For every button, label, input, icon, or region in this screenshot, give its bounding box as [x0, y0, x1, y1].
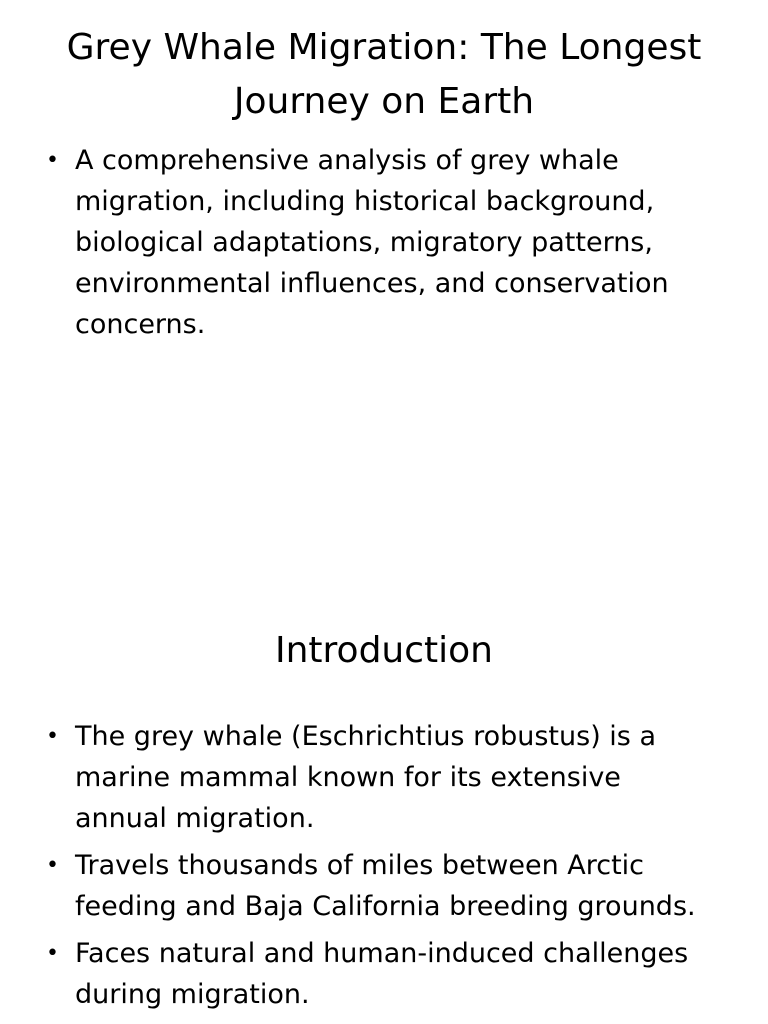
bullet-item — [40, 716, 720, 839]
bullet-text: The grey whale (Eschrichtius robustus) is a marine mammal known for its extensive annual migration. — [75, 721, 657, 834]
bullet-icon: • — [46, 148, 59, 173]
bullet-text: A comprehensive analysis of grey whale migration, including historical background, biological adaptations, migratory patterns, environmental influences, and conservation concerns. — [75, 145, 669, 340]
bullet-icon: • — [46, 724, 59, 749]
bullet-text: Faces natural and human-induced challenges during migration. — [75, 938, 689, 1010]
bullet-item — [40, 845, 720, 927]
slide-1-bullet-list — [40, 140, 720, 351]
bullet-item — [40, 140, 720, 345]
slide-2-bullet-list — [40, 716, 720, 1021]
slide-1-title: Grey Whale Migration: The Longest Journey on Earth — [66, 27, 702, 122]
slide-2-title: Introduction — [274, 630, 493, 671]
bullet-item — [40, 933, 720, 1015]
bullet-icon: • — [46, 941, 59, 966]
slide-introduction — [0, 576, 768, 1024]
bullet-text: Travels thousands of miles between Arctic feeding and Baja California breeding grounds. — [75, 850, 696, 922]
bullet-icon: • — [46, 853, 59, 878]
